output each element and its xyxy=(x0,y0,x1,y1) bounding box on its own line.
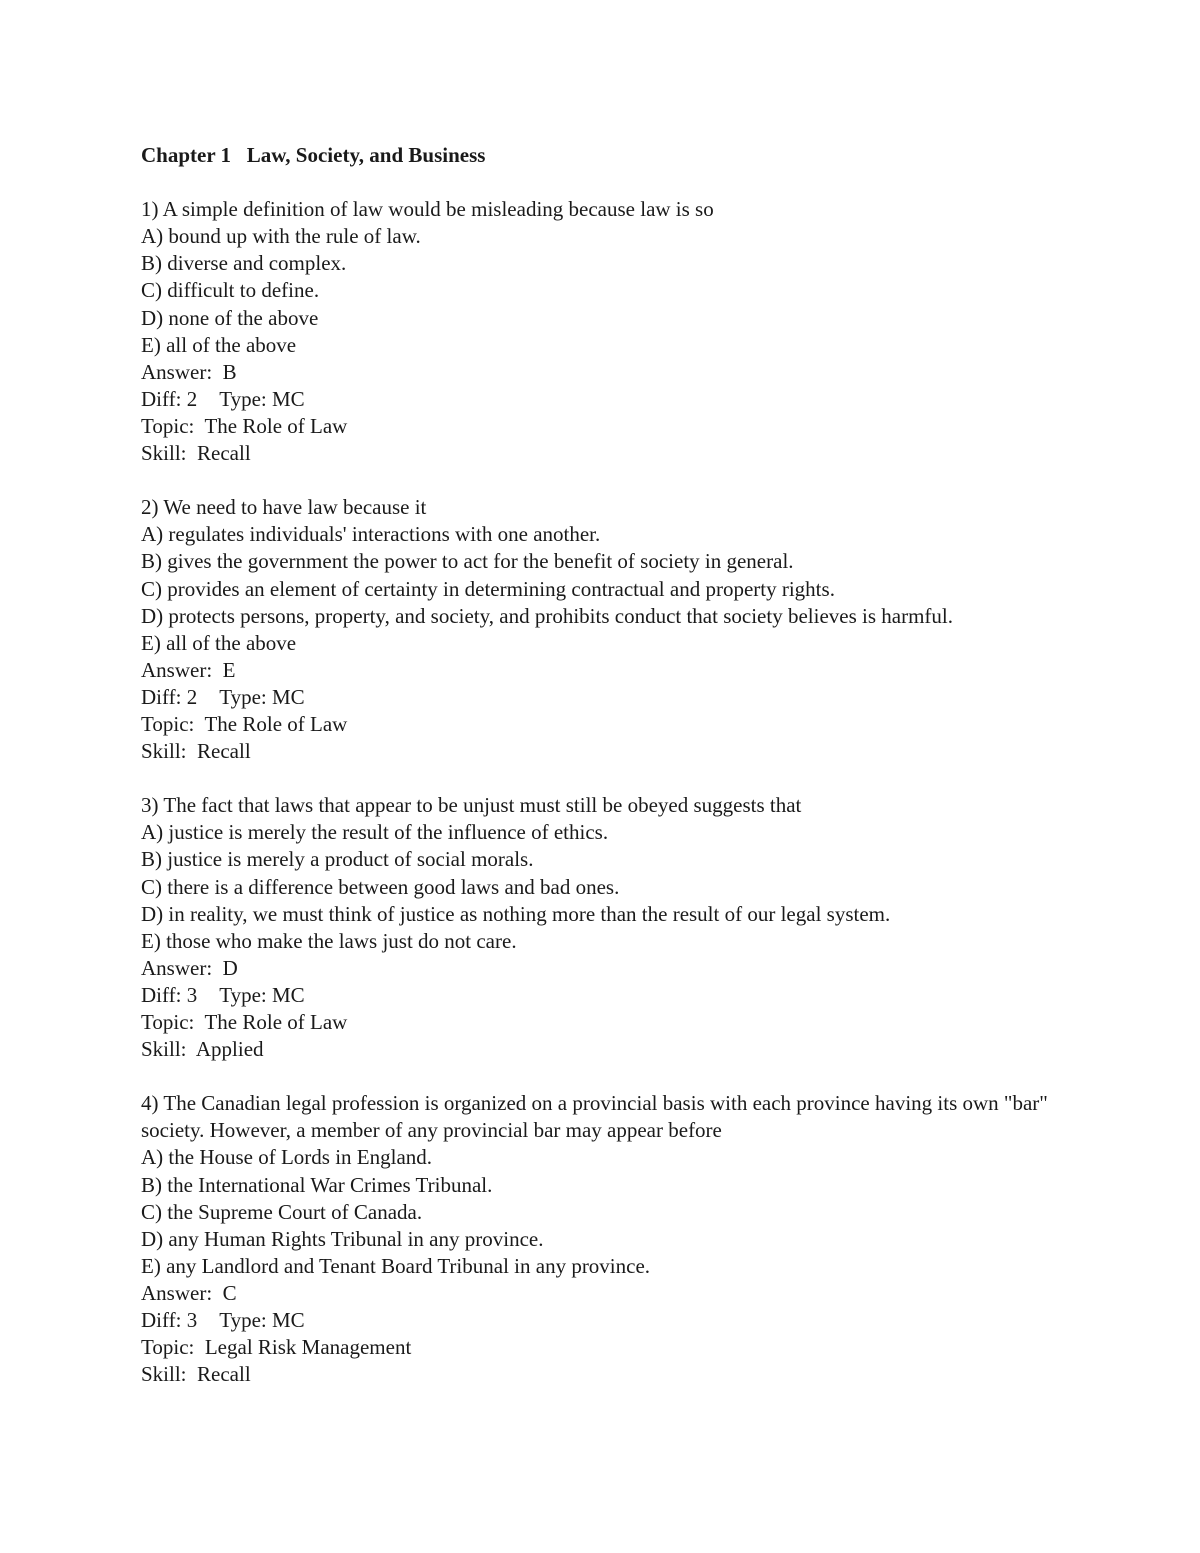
option-a: A) regulates individuals' interactions with one another. xyxy=(141,522,601,547)
option-d: D) none of the above xyxy=(141,305,319,330)
option-e: E) those who make the laws just do not care. xyxy=(141,928,517,953)
option-b: B) the International War Crimes Tribunal. xyxy=(141,1172,493,1197)
skill-line: Skill: Applied xyxy=(141,1037,264,1062)
option-a: A) bound up with the rule of law. xyxy=(141,224,421,249)
difficulty: Diff: 3 xyxy=(141,1308,198,1333)
option-d: D) in reality, we must think of justice as nothing more than the result of our legal system. xyxy=(141,901,891,926)
difficulty: Diff: 2 xyxy=(141,684,198,709)
document-content xyxy=(141,142,1101,1415)
option-c: C) there is a difference between good laws and bad ones. xyxy=(141,874,620,899)
question-type: Type: MC xyxy=(219,982,305,1007)
chapter-title: Law, Society, and Business xyxy=(246,143,486,167)
option-e: E) any Landlord and Tenant Board Tribunal in any province. xyxy=(141,1253,651,1278)
option-e: E) all of the above xyxy=(141,630,297,655)
option-b: B) gives the government the power to act for the benefit of society in general. xyxy=(141,549,794,574)
question-stem: 2) We need to have law because it xyxy=(141,495,427,520)
skill-line: Skill: Recall xyxy=(141,1362,251,1387)
chapter-number: Chapter 1 xyxy=(141,143,232,167)
option-c: C) provides an element of certainty in determining contractual and property rights. xyxy=(141,576,835,601)
topic-line: Topic: The Role of Law xyxy=(141,413,348,438)
difficulty: Diff: 3 xyxy=(141,982,198,1007)
question-type: Type: MC xyxy=(219,684,305,709)
answer-line: Answer: C xyxy=(141,1280,237,1305)
question-stem: 1) A simple definition of law would be misleading because law is so xyxy=(141,197,714,222)
skill-line: Skill: Recall xyxy=(141,441,251,466)
difficulty: Diff: 2 xyxy=(141,386,198,411)
diff-type-line xyxy=(141,684,1101,711)
diff-type-line xyxy=(141,386,1101,413)
topic-line: Topic: The Role of Law xyxy=(141,1010,348,1034)
option-d: D) protects persons, property, and society, and prohibits conduct that society believes is harmful. xyxy=(141,603,953,628)
question-1 xyxy=(141,196,1101,467)
answer-line: Answer: B xyxy=(141,359,237,384)
answer-line: Answer: D xyxy=(141,955,238,980)
option-c: C) the Supreme Court of Canada. xyxy=(141,1199,423,1224)
option-a: A) justice is merely the result of the influence of ethics. xyxy=(141,820,609,845)
topic-line: Topic: Legal Risk Management xyxy=(141,1335,412,1360)
question-type: Type: MC xyxy=(219,1308,305,1333)
question-type: Type: MC xyxy=(219,386,305,411)
topic-line: Topic: The Role of Law xyxy=(141,711,348,736)
question-stem: 3) The fact that laws that appear to be unjust must still be obeyed suggests that xyxy=(141,793,802,818)
question-4 xyxy=(141,1090,1101,1388)
option-b: B) diverse and complex. xyxy=(141,251,347,276)
skill-line: Skill: Recall xyxy=(141,739,251,764)
question-2 xyxy=(141,494,1101,765)
question-3 xyxy=(141,792,1101,1063)
diff-type-line xyxy=(141,982,1101,1009)
diff-type-line xyxy=(141,1307,1101,1334)
answer-line: Answer: E xyxy=(141,657,236,682)
option-e: E) all of the above xyxy=(141,332,297,357)
option-a: A) the House of Lords in England. xyxy=(141,1145,433,1170)
option-b: B) justice is merely a product of social morals. xyxy=(141,847,534,872)
option-c: C) difficult to define. xyxy=(141,278,320,303)
option-d: D) any Human Rights Tribunal in any province. xyxy=(141,1226,544,1251)
question-stem: 4) The Canadian legal profession is organized on a provincial basis with each province having its own "bar" society. However, a member of any provincial bar may appear before xyxy=(141,1091,1054,1143)
chapter-heading xyxy=(141,142,1101,169)
